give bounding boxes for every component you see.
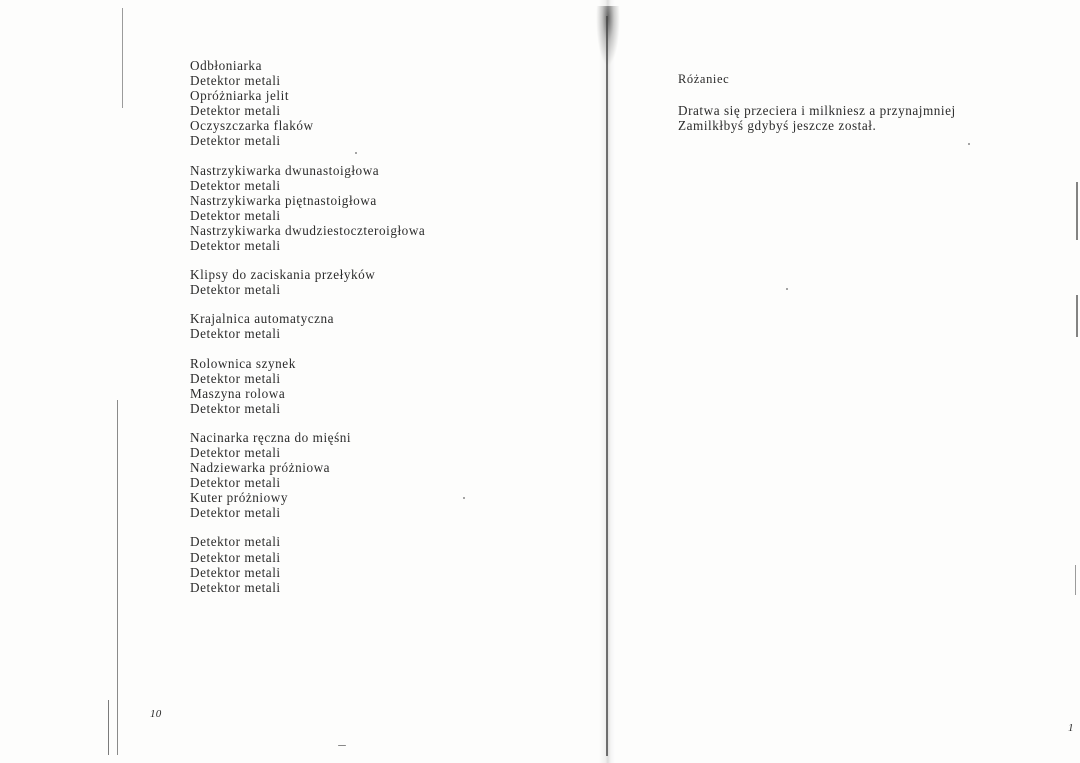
left-poem: [190, 58, 570, 609]
poem-line: Detektor metali: [190, 400, 281, 416]
scan-edge-line: [117, 400, 118, 755]
poem-line: Detektor metali: [190, 549, 281, 565]
poem-line: Dratwa się przeciera i milkniesz a przynajmniej: [678, 103, 956, 118]
poem-line: Detektor metali: [190, 133, 281, 149]
poem-line: Kuter próżniowy: [190, 490, 288, 506]
poem-line: Detektor metali: [190, 103, 281, 119]
scan-edge-line: [108, 700, 109, 755]
poem-line: Detektor metali: [190, 475, 281, 491]
right-poem-title: Różaniec: [678, 72, 730, 86]
poem-line: Detektor metali: [190, 177, 281, 193]
scan-speck: [786, 288, 788, 290]
poem-line: Rolownica szynek: [190, 355, 296, 371]
poem-line: Klipsy do zaciskania przełyków: [190, 267, 376, 283]
poem-line: Nastrzykiwarka dwudziestoczteroigłowa: [190, 222, 426, 238]
stanza: [190, 267, 570, 297]
right-page: [612, 0, 1080, 763]
scan-speck: [355, 152, 357, 154]
poem-line: Oczyszczarka flaków: [190, 118, 314, 134]
scan-edge-line: [1075, 565, 1076, 595]
poem-line: Maszyna rolowa: [190, 385, 286, 401]
scan-speck: [968, 143, 970, 145]
stanza: [190, 356, 570, 416]
poem-line: Nastrzykiwarka dwunastoigłowa: [190, 162, 380, 178]
poem-line: Detektor metali: [190, 564, 281, 580]
scan-speck: [338, 745, 346, 746]
poem-line: Detektor metali: [190, 282, 281, 298]
poem-line: Nadziewarka próżniowa: [190, 460, 331, 476]
scan-edge-line: [122, 8, 123, 108]
poem-line: Opróżniarka jelit: [190, 88, 290, 104]
poem-line: Krajalnica automatyczna: [190, 311, 335, 327]
stanza: [190, 163, 570, 254]
poem-line: Detektor metali: [190, 505, 281, 521]
poem-line: Nastrzykiwarka piętnastoigłowa: [190, 192, 377, 208]
poem-line: Detektor metali: [190, 534, 281, 550]
scan-edge-line: [1076, 182, 1078, 240]
poem-line: Detektor metali: [190, 444, 281, 460]
poem-line: Detektor metali: [190, 579, 281, 595]
poem-line: Detektor metali: [190, 238, 281, 254]
stanza: [190, 430, 570, 521]
page-number-right: 1: [1068, 722, 1074, 734]
poem-line: Detektor metali: [190, 73, 281, 89]
scan-speck: [463, 497, 465, 499]
stanza: [190, 311, 570, 341]
poem-line: Detektor metali: [190, 370, 281, 386]
stanza: [190, 58, 570, 149]
poem-line: Detektor metali: [190, 207, 281, 223]
poem-line: Detektor metali: [190, 326, 281, 342]
scan-edge-line: [1076, 295, 1078, 337]
poem-line: Nacinarka ręczna do mięśni: [190, 429, 352, 445]
right-poem: [678, 103, 1068, 133]
book-gutter-line: [606, 16, 608, 756]
page-number-left: 10: [150, 708, 162, 720]
poem-line: Zamilkłbyś gdybyś jeszcze został.: [678, 118, 877, 134]
poem-line: Odbłoniarka: [190, 58, 262, 73]
stanza: [190, 534, 570, 594]
